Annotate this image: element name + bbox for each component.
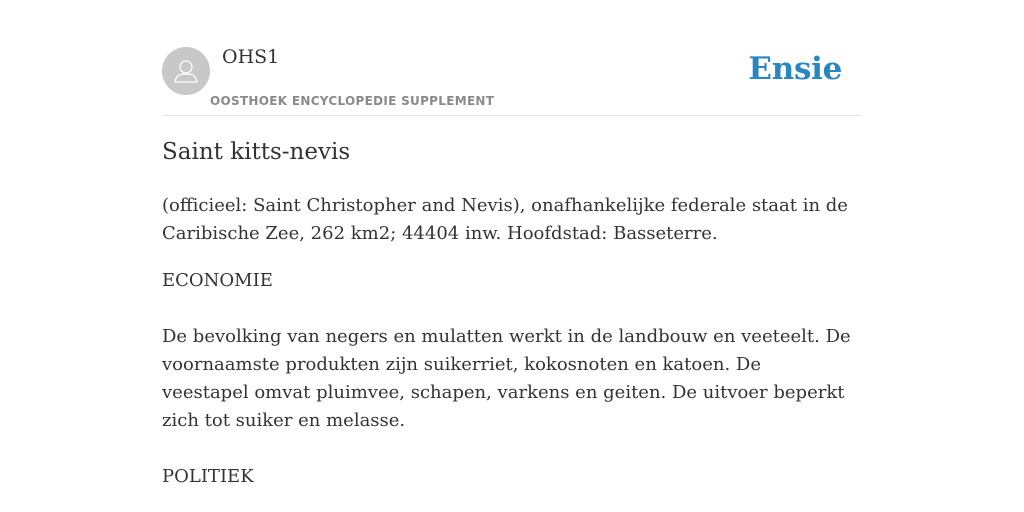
page-title: Saint kitts-nevis [162, 139, 351, 165]
header [162, 0, 862, 116]
section-heading-politiek: POLITIEK [162, 466, 254, 487]
section-paragraph-economie: De bevolking van negers en mulatten werkt in de landbouw en veeteelt. De voornaamste produkten zijn suikerriet, kokosnoten en katoen. De veestapel omvat pluimvee, schapen, varkens en geiten. De uitvoer beperkt zich tot suiker en melasse. [162, 326, 851, 431]
intro-paragraph: (officieel: Saint Christopher and Nevis), onafhankelijke federale staat in de Caribische Zee, 262 km2; 44404 inw. Hoofdstad: Basseterre. [162, 195, 848, 244]
page-container [162, 0, 862, 487]
paragraph-gap [162, 435, 852, 463]
paragraph-gap [162, 295, 852, 323]
author-name[interactable]: OHS1 [222, 46, 280, 68]
source-label[interactable]: OOSTHOEK ENCYCLOPEDIE SUPPLEMENT [210, 94, 495, 108]
section-heading-economie: ECONOMIE [162, 270, 273, 291]
user-avatar-icon[interactable] [162, 47, 210, 95]
user-icon [162, 47, 210, 95]
article-body [162, 192, 852, 491]
brand-logo[interactable]: Ensie [748, 51, 842, 87]
